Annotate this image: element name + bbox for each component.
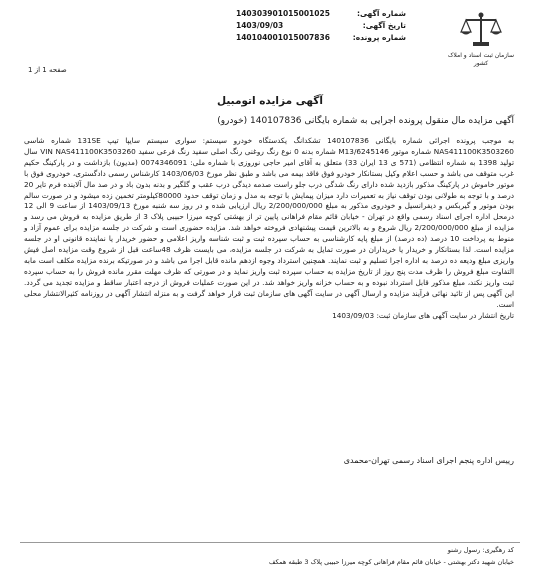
organization-emblem	[446, 10, 516, 68]
meta-label: شماره پرونده:	[352, 33, 406, 42]
meta-row-notice-date	[236, 20, 406, 32]
notice-meta	[236, 8, 406, 44]
meta-row-case-number	[236, 32, 406, 44]
meta-label: تاریخ آگهی:	[362, 21, 406, 30]
organization-name: سازمان ثبت اسناد و املاک کشور	[448, 52, 514, 67]
scales-emblem-icon	[458, 10, 504, 50]
meta-value: 1403/09/03	[236, 21, 284, 30]
footer-divider	[20, 542, 520, 543]
meta-row-notice-number	[236, 8, 406, 20]
notice-body	[24, 136, 514, 321]
meta-value: 140104001015007836	[236, 33, 330, 42]
signatory: رییس اداره پنجم اجرای اسناد رسمی تهران-محمدی	[343, 456, 514, 465]
meta-value: 140303901015001025	[236, 9, 330, 18]
notice-title: آگهی مزایده اتومبیل	[217, 95, 323, 107]
meta-label: شماره آگهی:	[356, 9, 406, 18]
office-address: خیابان شهید دکتر بهشتی - خیابان قائم مقام فراهانی کوچه میرزا حبیبی پلاک 3 طبقه همکف	[268, 558, 514, 566]
publish-date: تاریخ انتشار در سایت آگهی های سازمان ثبت: 1403/09/03	[332, 310, 514, 320]
notice-subtitle: آگهی مزایده مال منقول پرونده اجرایی به شماره بایگانی 140107836 (خودرو)	[217, 116, 514, 126]
tracking-code: کد رهگیری: رسول رشنو	[447, 546, 514, 554]
notice-body-text: به موجب پرونده اجرائی شماره بایگانی 140107836 تشکدانگ یکدستگاه خودرو سیستم: سواری سیستم سایپا تیپ 131SE شماره شاسی NAS411100K3503260 شماره موتور M13/6245146 شماره بدنه 0 نوع رنگ روغنی رنگ اصلی سفید رنگ فرعی سفید VIN NAS411100K3503260 سال تولید 1398 به شماره انتظامی (571 ی 13 ایران 33) متعلق به آقای امیر حاجی نوروزی با شماره ملی: 0074346091 (مدیون) بازداشت و در پارکینگ حکیم غرب متوقف می باشد و حسب اعلام وکیل بستانکار خودرو فوق فاقد بیمه می باشد و طبق نظر مورخ 1403/06/03 کارشناس رسمی دادگستری، خودروی فوق با موتور خاموش در پارکینگ مذکور بازدید شده دارای رنگ شدگی درب جلو راست صدمه دیدگی درب عقب و گلگیر و بدنه بدون باد و در صد مال آلاینده فرم تایر 20 درصد و با توجه به طولانی بودن توقف نیاز به تعمیرات دارد میزان پیمایش با توجه به مدل و زمان توقف حدود 80000کیلومتر تخمین زده میشود و در صورت سالم بودن موتور و گیربکس و دیفرانسیل و خودروی مذکور به مبلغ 2/200/000/000 ریال ارزیابی شده و در روز سه شنبه مورخ 1403/09/13 از ساعت 9 الی 12 درمحل اداره اجرای اسناد رسمی واقع در تهران - خیابان قائم مقام فراهانی پایین تر از بهشتی کوچه میرزا حبیبی پلاک 3 از طریق مزایده به فروش می رسد و مزایده از مبلغ 2/200/000/000 ریال شروع و به بالاترین قیمت پیشنهادی فروخته خواهد شد. مزایده حضوری است و شرکت در جلسه مزایده برای عموم آزاد و منوط به پرداخت 10 درصد (ده درصد) از مبلغ پایه کارشناسی به حساب سپرده ثبت و ثبت شناسه واریز اعلامی و حضور خریدار یا نماینده قانونی او در جلسه مزایده است. لذا بستانکار و خریدار یا خریداران در صورت تمایل به شرکت در جلسه مزایده، می بایست ظرف 48ساعت قبل از شروع وقت مزایده اصل فیش واریزی مبلغ ودیعه ده درصد به اداره اجرا تسلیم و ثبت نمایند. همچنین استرداد وجوه ازدهم مانده قابل اجرا می باشد و در صورتیکه برنده مزایده مکلف است مابه التفاوت مبلغ فروش را ظرف مدت پنج روز از تاریخ مزایده به حساب سپرده ثبت واریز نماید و در صورتی که ظرف مهلت مقرر مانده فروش را به حساب سپرده ثبت واریز نکند، مبلغ مذکور قابل استرداد نبوده و به حساب خزانه واریز خواهد شد. در این صورت عملیات فروش از درجه اعتبار ساقط و مزایده تجدید می گردد. این آگهی پس از تائید نهائی فرآیند مزایده و ارسال آگهی در سایت آگهی های سازمان ثبت قرار خواهد گرفت و به منزله انتشار آگهی در روزنامه کثیرالانتشار محلی است.	[24, 136, 514, 309]
page-number: صفحه 1 از 1	[28, 66, 67, 74]
